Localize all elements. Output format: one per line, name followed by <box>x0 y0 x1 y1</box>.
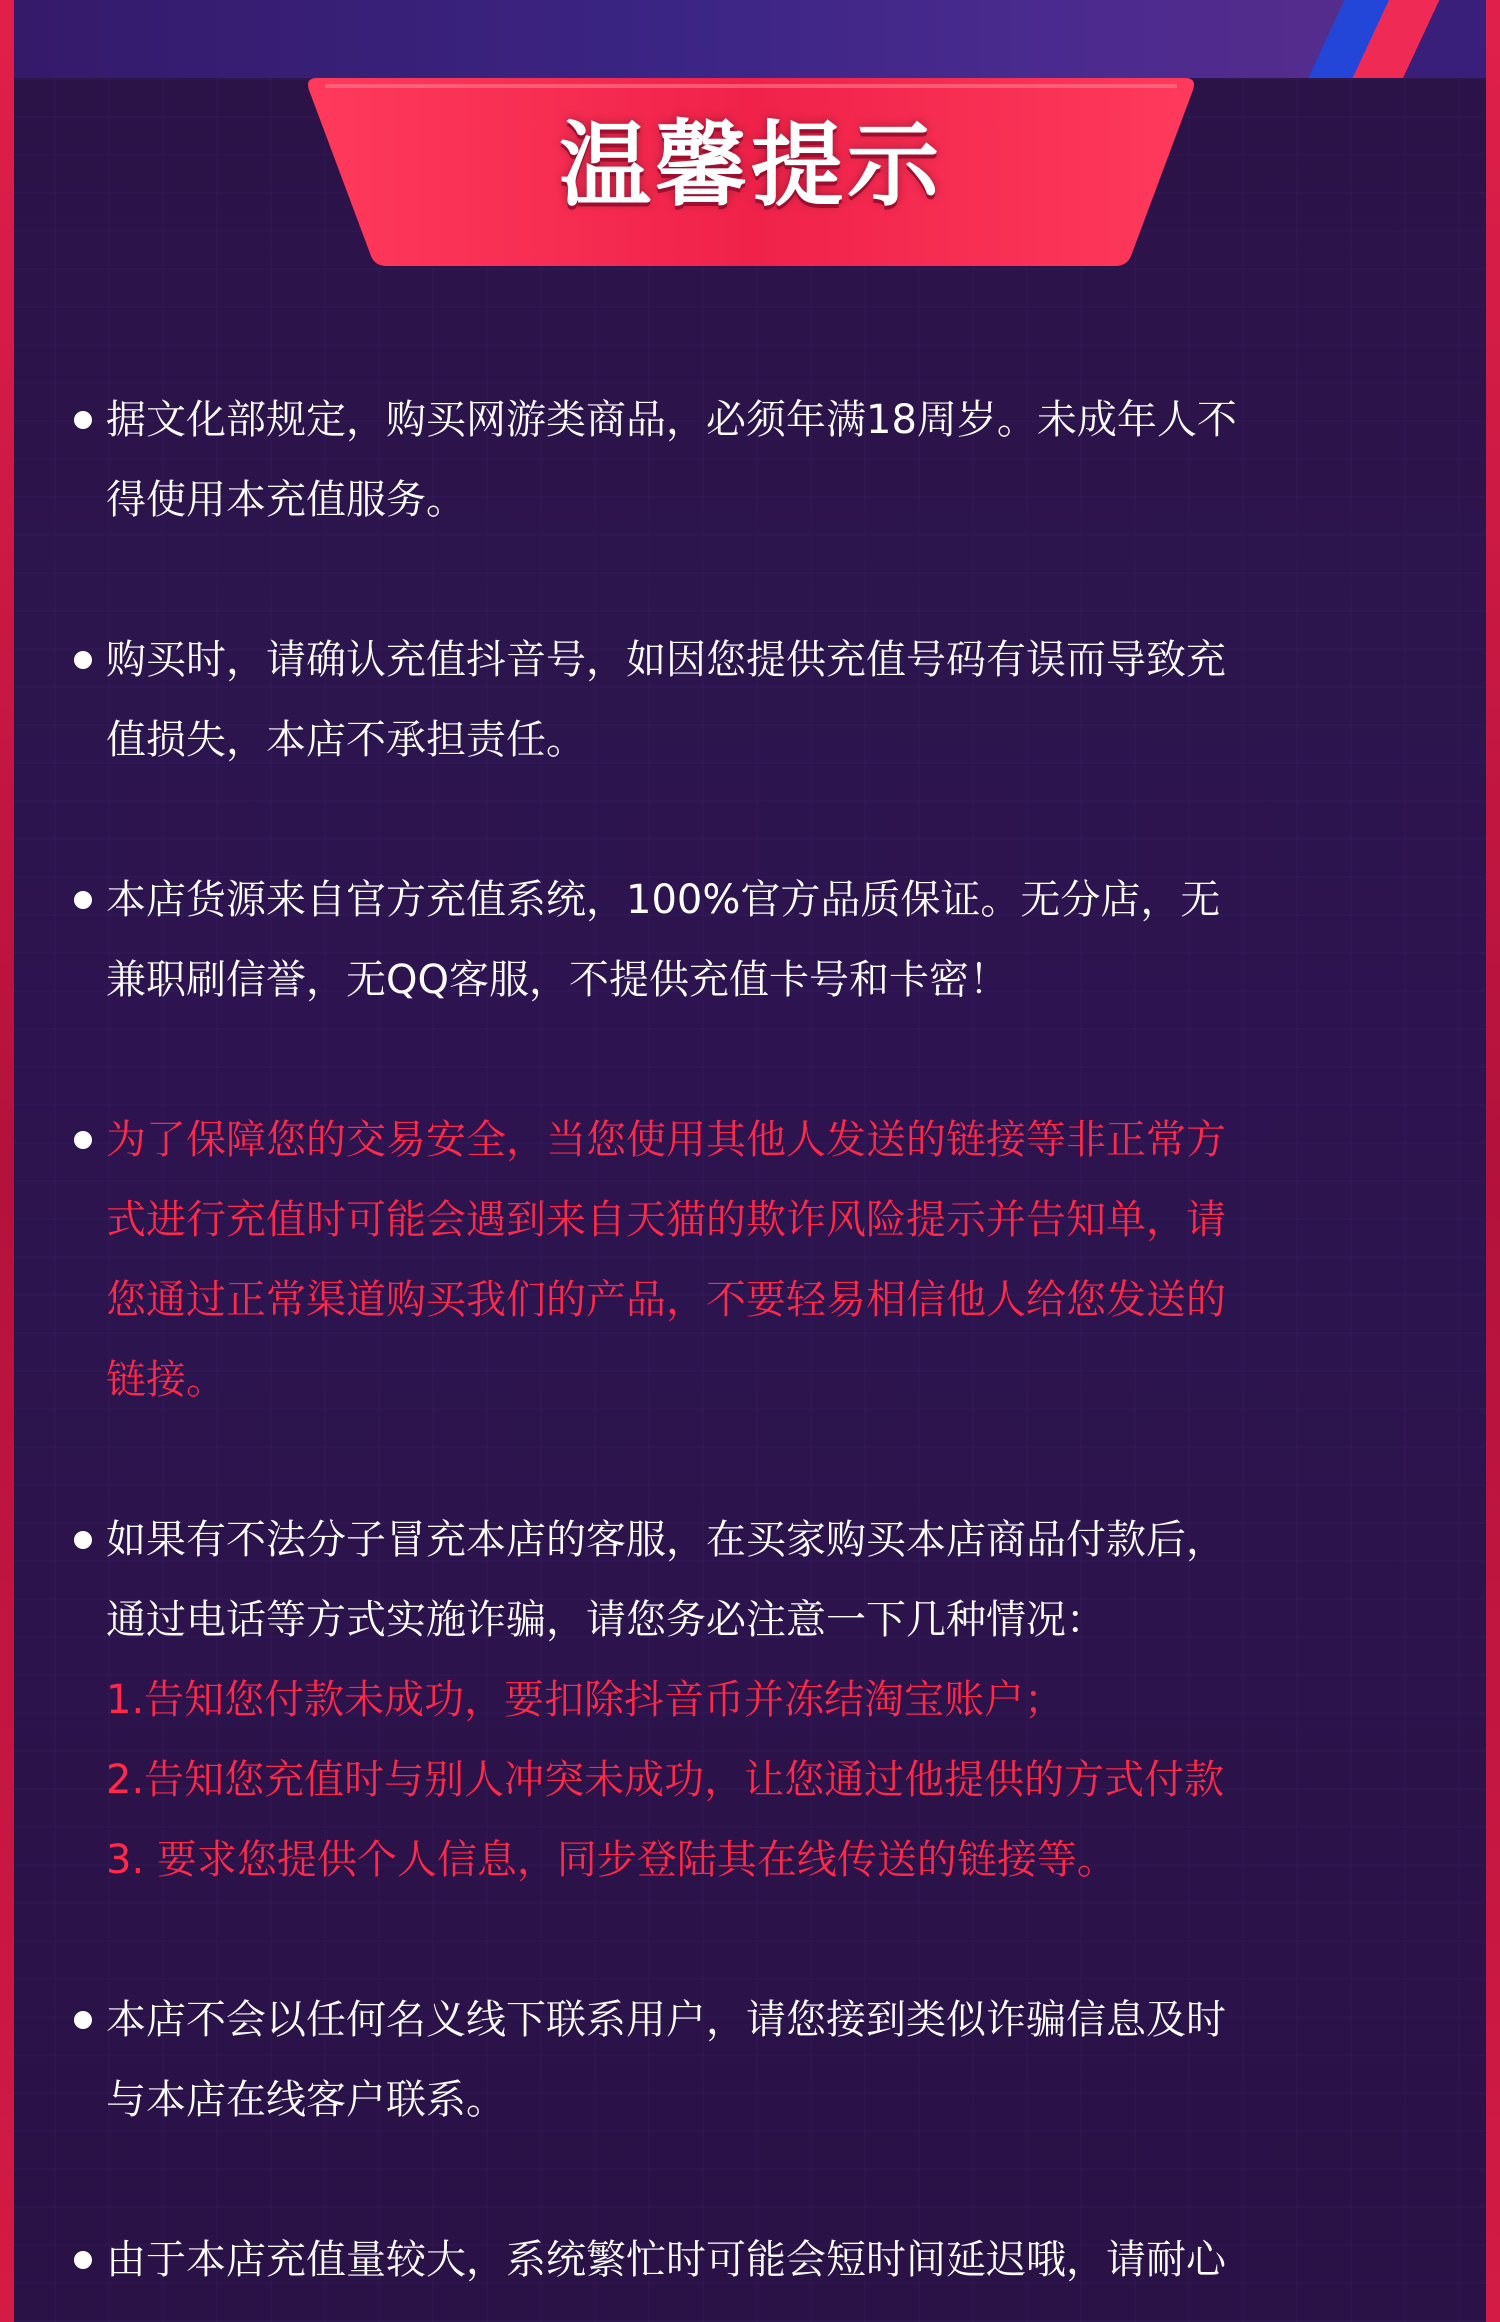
notice-line: 值损失，本店不承担责任。 <box>106 717 586 763</box>
bullet-dot <box>74 1131 92 1149</box>
fraud-case-line: 3. 要求您提供个人信息，同步登陆其在线传送的链接等。 <box>106 1837 1117 1883</box>
left-border <box>0 0 14 2322</box>
bullet-dot <box>74 891 92 909</box>
notice-item <box>60 380 1400 540</box>
top-decor-band <box>14 0 1486 78</box>
notice-list <box>60 380 1400 2300</box>
warning-line: 您通过正常渠道购买我们的产品，不要轻易相信他人给您发送的 <box>106 1277 1226 1323</box>
banner-title: 温馨提示 <box>558 112 943 219</box>
bullet-dot <box>74 2011 92 2029</box>
notice-line: 本店货源来自官方充值系统，100%官方品质保证。无分店，无 <box>106 877 1221 923</box>
notice-item-warning <box>60 1100 1400 1420</box>
notice-item <box>60 2220 1400 2300</box>
right-border <box>1486 0 1500 2322</box>
notice-line: 购买时，请确认充值抖音号，如因您提供充值号码有误而导致充 <box>106 637 1226 683</box>
notice-item <box>60 1980 1400 2140</box>
notice-item <box>60 1500 1400 1900</box>
notice-item <box>60 860 1400 1020</box>
notice-line: 如果有不法分子冒充本店的客服，在买家购买本店商品付款后， <box>106 1517 1226 1563</box>
fraud-case-line: 1.告知您付款未成功，要扣除抖音币并冻结淘宝账户； <box>106 1677 1065 1723</box>
warning-line: 式进行充值时可能会遇到来自天猫的欺诈风险提示并告知单，请 <box>106 1197 1226 1243</box>
notice-item <box>60 620 1400 780</box>
notice-line: 兼职刷信誉，无QQ客服，不提供充值卡号和卡密！ <box>106 957 1009 1003</box>
notice-line: 与本店在线客户联系。 <box>106 2077 506 2123</box>
bullet-dot <box>74 1531 92 1549</box>
notice-line: 得使用本充值服务。 <box>106 477 466 523</box>
notice-line: 据文化部规定，购买网游类商品，必须年满18周岁。未成年人不 <box>106 397 1237 443</box>
notice-line: 通过电话等方式实施诈骗，请您务必注意一下几种情况： <box>106 1597 1106 1643</box>
notice-line: 本店不会以任何名义线下联系用户，请您接到类似诈骗信息及时 <box>106 1997 1226 2043</box>
notice-line: 由于本店充值量较大，系统繁忙时可能会短时间延迟哦，请耐心 <box>106 2237 1226 2283</box>
bullet-dot <box>74 2251 92 2269</box>
warning-line: 链接。 <box>106 1357 226 1403</box>
title-banner <box>305 78 1197 268</box>
warning-line: 为了保障您的交易安全，当您使用其他人发送的链接等非正常方 <box>106 1117 1226 1163</box>
fraud-case-line: 2.告知您充值时与别人冲突未成功，让您通过他提供的方式付款 <box>106 1757 1225 1803</box>
bullet-dot <box>74 651 92 669</box>
bullet-dot <box>74 411 92 429</box>
